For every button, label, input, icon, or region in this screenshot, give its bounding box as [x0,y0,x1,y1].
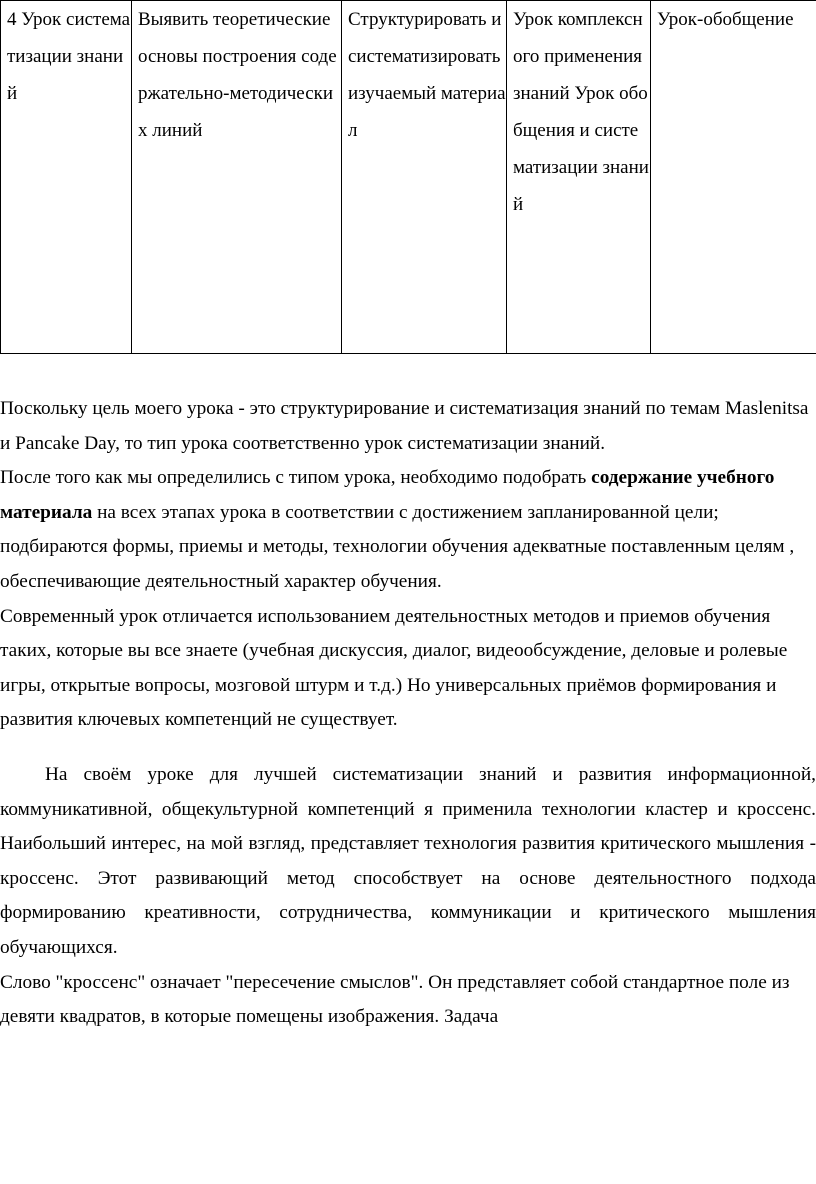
paragraph-content-selection [0,461,816,599]
lesson-type-table [0,0,816,354]
paragraph-gap [0,738,816,758]
paragraph-lesson-type: Поскольку цель моего урока - это структурирование и систематизация знаний по темам Maslenitsa и Pancake Day, то тип урока соответственно урок систематизации знаний. [0,398,809,454]
table-cell-lesson-number: 4 Урок систематизации знаний [1,1,132,354]
paragraph-technologies: На своём уроке для лучшей систематизации знаний и развития информационной, коммуникативной, общекультурной компетенций я применила технологии кластер и кроссенс. Наибольший интерес, на мой взгляд, представляет технология развития критического мышления - кроссенс. Этот развивающий метод способствует на основе деятельностного подхода формированию креативности, сотрудничества, коммуникации и критического мышления обучающихся. [0,763,816,958]
table-cell-goal: Выявить теоретические основы построения содержательно-методических линий [132,1,342,354]
paragraph-modern-lesson: Современный урок отличается использованием деятельностных методов и приемов обучения таких, которые вы все знаете (учебная дискуссия, диалог, видеообсуждение, деловые и ролевые игры, открытые вопросы, мозговой штурм и т.д.) Но универсальных приёмов формирования и развития ключевых компетенций не существует. [0,605,788,731]
bold-term: содержание учебного материала [0,467,775,523]
paragraph-text: После того как мы определились с типом урока, необходимо подобрать [0,467,592,489]
table-row [1,1,816,354]
table-cell-objective: Структурировать и систематизировать изучаемый материал [342,1,507,354]
paragraph-crossens: Слово "кроссенс" означает "пересечение смыслов". Он представляет собой стандартное поле из девяти квадратов, в которые помещены изображения. Задача [0,971,790,1028]
table-cell-lesson-type: Урок комплексного применения знаний Урок обобщения и систематизации знаний [507,1,651,354]
table-cell-lesson-form: Урок-обобщение [651,1,816,354]
body-text [0,392,816,1035]
paragraph-text: на всех этапах урока в соответствии с достижением запланированной цели; подбираются формы, приемы и методы, технологии обучения адекватные поставленным целям , обеспечивающие деятельностный характер обучения. [0,501,795,592]
